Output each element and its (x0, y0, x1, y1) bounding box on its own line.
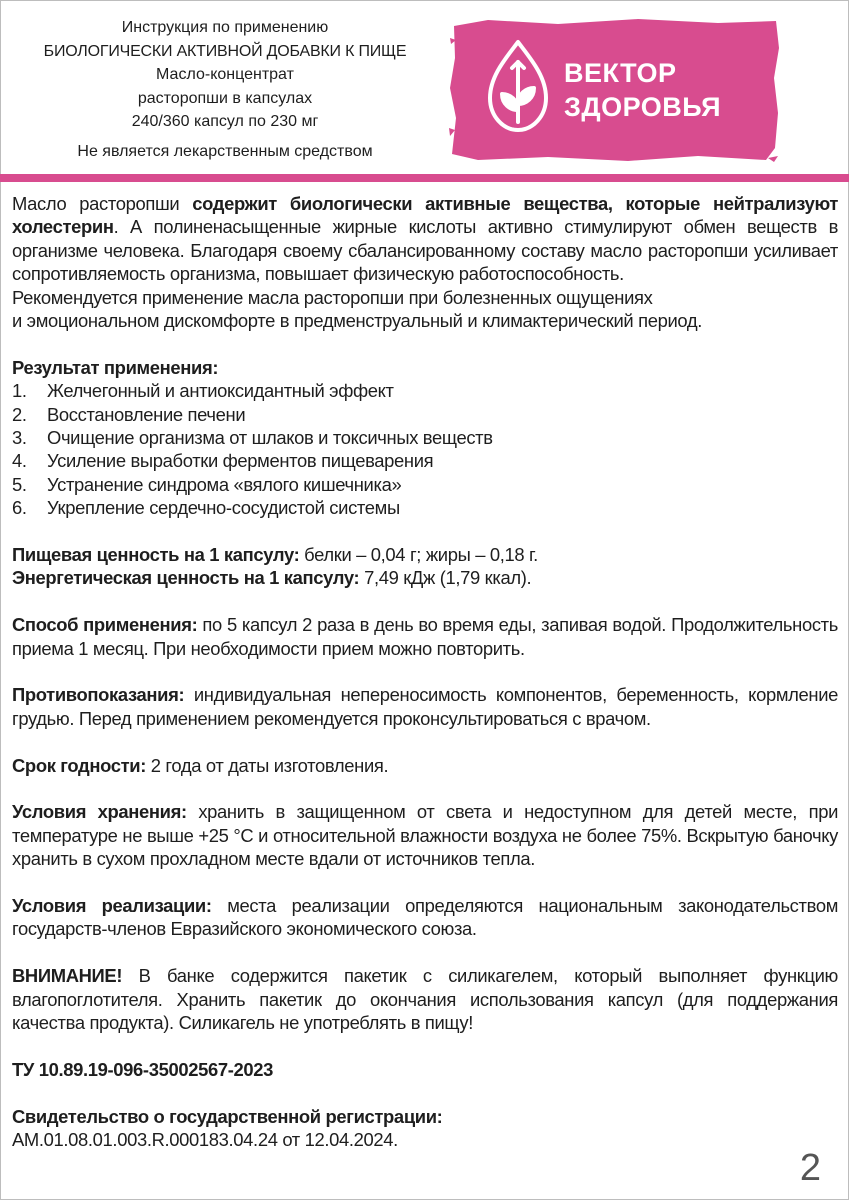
header-title-line2: БИОЛОГИЧЕСКИ АКТИВНОЙ ДОБАВКИ К ПИЩЕ (43, 42, 407, 60)
energy-label: Энергетическая ценность на 1 капсулу: (12, 567, 360, 589)
page-number: 2 (799, 1147, 821, 1189)
list-item-text: Восстановление печени (47, 403, 246, 425)
usage-label: Способ применения: (12, 614, 198, 636)
list-item-number: 2. (12, 403, 27, 425)
list-item (12, 426, 838, 449)
intro-text-end: . А полиненасыщенные жирные кислоты активно стимулируют обмен веществ в организме человека. Благодаря своему сбалансированному составу масло расторопши усиливает сопротивляемость организма, повышает физическую работоспособность. (12, 216, 838, 285)
results-heading (12, 356, 838, 379)
usage-text: по 5 капсул 2 раза в день во время еды, запивая водой. Продолжительность приема 1 месяц. При необходимости прием можно повторить. (12, 614, 838, 659)
shelf-life-label: Срок годности: (12, 754, 147, 776)
header-title-line1: Инструкция по применению (121, 19, 329, 36)
brand-logo (448, 18, 780, 162)
list-item-number: 1. (12, 380, 27, 402)
header-divider (0, 174, 849, 182)
warning-section (12, 964, 838, 1034)
list-item (12, 379, 838, 402)
product-line2: расторопши в капсулах (137, 89, 313, 107)
not-medicine-note: Не является лекарственным средством (77, 142, 373, 160)
instruction-body (12, 192, 838, 1152)
recommendation-line1: Рекомендуется применение масла расторопши при болезненных ощущениях (12, 286, 653, 308)
tu-code (12, 1058, 838, 1081)
list-item-number: 6. (12, 497, 27, 519)
list-item-text: Укрепление сердечно-сосудистой системы (47, 497, 400, 519)
list-item-text: Желчегонный и антиоксидантный эффект (47, 380, 394, 402)
energy-value (12, 566, 838, 589)
list-item (12, 403, 838, 426)
tu-code-text: ТУ 10.89.19-096-35002567-2023 (12, 1058, 274, 1080)
warning-text: В банке содержится пакетик с силикагелем, который выполняет функцию влагопоглотителя. Хранить пакетик до окончания использования капсул (для поддержания качества продукта). Силикагель не употреблять в пищу! (12, 965, 838, 1034)
product-line3: 240/360 капсул по 230 мг (131, 113, 319, 130)
header (0, 0, 849, 178)
shelf-life-text: 2 года от даты изготовления. (146, 754, 389, 776)
list-item (12, 449, 838, 472)
list-item-text: Очищение организма от шлаков и токсичных веществ (47, 427, 493, 449)
registration-label: Свидетельство о государственной регистрации: (12, 1105, 443, 1127)
intro-paragraph (12, 192, 838, 286)
usage-section (12, 613, 838, 660)
nutrition-text: белки – 0,04 г; жиры – 0,18 г. (299, 544, 538, 566)
brand-line1: ВЕКТОР (564, 58, 677, 88)
registration-heading (12, 1105, 838, 1128)
registration-value: AM.01.08.01.003.R.000183.04.24 от 12.04.2024. (12, 1129, 398, 1151)
sale-text: места реализации определяются национальным законодательством государств-членов Евразийского экономического союза. (12, 895, 838, 940)
sale-section (12, 894, 838, 941)
storage-section (12, 800, 838, 870)
contraindications-section (12, 683, 838, 730)
nutrition-label: Пищевая ценность на 1 капсулу: (12, 544, 300, 566)
results-heading-text: Результат применения: (12, 356, 219, 378)
header-text (8, 16, 442, 163)
storage-label: Условия хранения: (12, 801, 187, 823)
brand-paint-background (450, 19, 779, 161)
list-item-number: 4. (12, 450, 27, 472)
list-item-number: 5. (12, 473, 27, 495)
list-item (12, 496, 838, 519)
shelf-life-section (12, 754, 838, 777)
sale-label: Условия реализации: (12, 895, 212, 917)
contraindications-text: индивидуальная непереносимость компонентов, беременность, кормление грудью. Перед применением рекомендуется проконсультироваться с врачом. (12, 684, 838, 729)
brand-line2: ЗДОРОВЬЯ (564, 92, 722, 122)
warning-label: ВНИМАНИЕ! (12, 965, 123, 987)
product-line1: Масло-концентрат (156, 66, 294, 83)
storage-text: хранить в защищенном от света и недоступном для детей месте, при температуре не выше +25 °С и относительной влажности воздуха не более 75%. Вскрытую баночку хранить в сухом прохладном месте вдали от источников тепла. (12, 801, 839, 870)
intro-bold: содержит биологически активные вещества, которые нейтрализуют холестерин (12, 193, 839, 238)
nutrition-value (12, 543, 838, 566)
list-item-number: 3. (12, 427, 27, 449)
list-item-text: Устранение синдрома «вялого кишечника» (47, 473, 402, 495)
energy-text: 7,49 кДж (1,79 ккал). (359, 567, 532, 589)
intro-text-start: Масло расторопши (12, 193, 193, 214)
list-item (12, 473, 838, 496)
list-item-text: Усиление выработки ферментов пищеварения (47, 450, 434, 472)
contraindications-label: Противопоказания: (12, 684, 185, 706)
recommendation-line2: и эмоциональном дискомфорте в предменструальный и климактерический период. (12, 310, 703, 332)
results-list (12, 379, 838, 519)
